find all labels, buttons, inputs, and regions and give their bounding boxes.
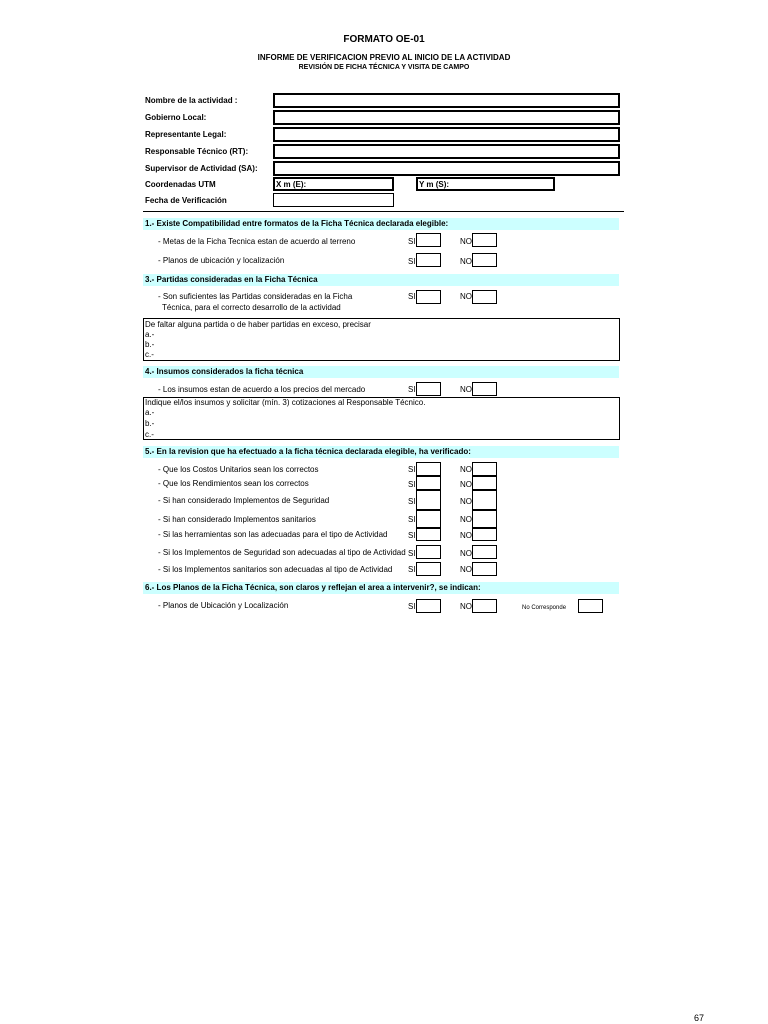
s4-si-box[interactable] xyxy=(416,382,441,396)
s3-item-line1: - Son suficientes las Partidas consideradas en la Ficha xyxy=(158,292,353,301)
section-6-header: 6.- Los Planos de la Ficha Técnica, son claros y reflejan el area a intervenir?, se indican: xyxy=(143,582,619,594)
no-label: NO xyxy=(460,531,472,540)
s4-no-box[interactable] xyxy=(472,382,497,396)
si-label: SI xyxy=(408,237,416,246)
legal-rep-field[interactable] xyxy=(273,127,620,142)
s5-item-4-no-box[interactable] xyxy=(472,510,497,528)
no-label: NO xyxy=(460,385,472,394)
s3-line-b: b.- xyxy=(145,340,155,349)
s1-item-2-si-box[interactable] xyxy=(416,253,441,267)
s4-line-c: c.- xyxy=(145,430,154,439)
s5-item-6: - Si los Implementos de Seguridad son adecuadas al tipo de Actividad xyxy=(158,548,406,557)
s3-note: De faltar alguna partida o de haber partidas en exceso, precisar xyxy=(145,320,371,329)
local-government-field[interactable] xyxy=(273,110,620,125)
s5-item-1-si-box[interactable] xyxy=(416,462,441,476)
utm-y-field[interactable] xyxy=(416,177,555,191)
local-government-label: Gobierno Local: xyxy=(145,113,207,122)
s1-item-1-si-box[interactable] xyxy=(416,233,441,247)
s3-line-a: a.- xyxy=(145,330,155,339)
section-4-header: 4.- Insumos considerados la ficha técnica xyxy=(143,366,619,378)
divider xyxy=(143,211,624,212)
s5-item-2: - Que los Rendimientos sean los correctos xyxy=(158,479,309,488)
si-label: SI xyxy=(408,465,416,474)
s5-item-3: - Si han considerado Implementos de Seguridad xyxy=(158,496,330,505)
s5-item-5-si-box[interactable] xyxy=(416,528,441,541)
si-label: SI xyxy=(408,385,416,394)
no-label: NO xyxy=(460,480,472,489)
supervisor-field[interactable] xyxy=(273,161,620,176)
s3-notes-box[interactable] xyxy=(143,318,620,361)
s5-item-3-no-box[interactable] xyxy=(472,490,497,510)
no-label: NO xyxy=(460,602,472,611)
s5-item-2-no-box[interactable] xyxy=(472,476,497,490)
s5-item-4: - Si han considerado Implementos sanitarios xyxy=(158,515,316,524)
section-1-header: 1.- Existe Compatibilidad entre formatos de la Ficha Técnica declarada elegible: xyxy=(143,218,619,230)
s3-item-line2: Técnica, para el correcto desarrollo de la actividad xyxy=(162,303,341,312)
activity-name-label: Nombre de la actividad : xyxy=(145,96,238,105)
s5-item-7-no-box[interactable] xyxy=(472,562,497,576)
format-code: FORMATO OE-01 xyxy=(343,34,425,45)
s1-item-1: - Metas de la Ficha Tecnica estan de acuerdo al terreno xyxy=(158,237,356,246)
s6-no-box[interactable] xyxy=(472,599,497,613)
si-label: SI xyxy=(408,531,416,540)
s5-item-6-no-box[interactable] xyxy=(472,545,497,559)
utm-x-field[interactable] xyxy=(273,177,394,191)
s5-item-5: - Si las herramientas son las adecuadas para el tipo de Actividad xyxy=(158,530,388,539)
s5-item-5-no-box[interactable] xyxy=(472,528,497,541)
s4-item: - Los insumos estan de acuerdo a los precios del mercado xyxy=(158,385,366,394)
s1-item-2: - Planos de ubicación y localización xyxy=(158,256,285,265)
s6-no-corresponde-box[interactable] xyxy=(578,599,603,613)
s1-item-1-no-box[interactable] xyxy=(472,233,497,247)
s5-item-2-si-box[interactable] xyxy=(416,476,441,490)
verification-date-label: Fecha de Verificación xyxy=(145,196,227,205)
s4-note: Indique el/los insumos y solicitar (mín. 3) cotizaciones al Responsable Técnico. xyxy=(145,398,426,407)
s3-no-box[interactable] xyxy=(472,290,497,304)
s5-item-3-si-box[interactable] xyxy=(416,490,441,510)
s6-si-box[interactable] xyxy=(416,599,441,613)
no-corresponde-label: No Corresponde xyxy=(522,605,567,611)
s5-item-6-si-box[interactable] xyxy=(416,545,441,559)
no-label: NO xyxy=(460,292,472,301)
report-subtitle: REVISIÓN DE FICHA TÉCNICA Y VISITA DE CAMPO xyxy=(298,64,470,71)
no-label: NO xyxy=(460,465,472,474)
section-5-header: 5.- En la revision que ha efectuado a la ficha técnica declarada elegible, ha verificado: xyxy=(143,446,619,458)
activity-name-field[interactable] xyxy=(273,93,620,108)
s4-line-a: a.- xyxy=(145,408,155,417)
s1-item-2-no-box[interactable] xyxy=(472,253,497,267)
s5-item-1-no-box[interactable] xyxy=(472,462,497,476)
si-label: SI xyxy=(408,497,416,506)
no-label: NO xyxy=(460,565,472,574)
no-label: NO xyxy=(460,237,472,246)
no-label: NO xyxy=(460,549,472,558)
s3-si-box[interactable] xyxy=(416,290,441,304)
section-3-header: 3.- Partidas consideradas en la Ficha Técnica xyxy=(143,274,619,286)
no-label: NO xyxy=(460,257,472,266)
s4-line-b: b.- xyxy=(145,419,155,428)
no-label: NO xyxy=(460,497,472,506)
si-label: SI xyxy=(408,292,416,301)
s5-item-1: - Que los Costos Unitarios sean los correctos xyxy=(158,465,319,474)
supervisor-label: Supervisor de Actividad (SA): xyxy=(145,164,258,173)
s3-line-c: c.- xyxy=(145,350,154,359)
s4-notes-box[interactable] xyxy=(143,397,620,440)
utm-x-label: X m (E): xyxy=(276,180,307,189)
utm-y-label: Y m (S): xyxy=(419,180,450,189)
tech-resp-field[interactable] xyxy=(273,144,620,159)
si-label: SI xyxy=(408,602,416,611)
si-label: SI xyxy=(408,565,416,574)
s5-item-7-si-box[interactable] xyxy=(416,562,441,576)
s5-item-7: - Si los Implementos sanitarios son adecuadas al tipo de Actividad xyxy=(158,565,393,574)
report-title: INFORME DE VERIFICACION PREVIO AL INICIO DE LA ACTIVIDAD xyxy=(257,53,511,62)
no-label: NO xyxy=(460,515,472,524)
verification-date-field[interactable] xyxy=(273,193,394,207)
utm-label: Coordenadas UTM xyxy=(145,180,216,189)
s6-item: - Planos de Ubicación y Localización xyxy=(158,601,289,610)
si-label: SI xyxy=(408,515,416,524)
s5-item-4-si-box[interactable] xyxy=(416,510,441,528)
page-number: 67 xyxy=(693,1013,704,1023)
legal-rep-label: Representante Legal: xyxy=(145,130,227,139)
si-label: SI xyxy=(408,480,416,489)
si-label: SI xyxy=(408,549,416,558)
si-label: SI xyxy=(408,257,416,266)
tech-resp-label: Responsable Técnico (RT): xyxy=(145,147,249,156)
